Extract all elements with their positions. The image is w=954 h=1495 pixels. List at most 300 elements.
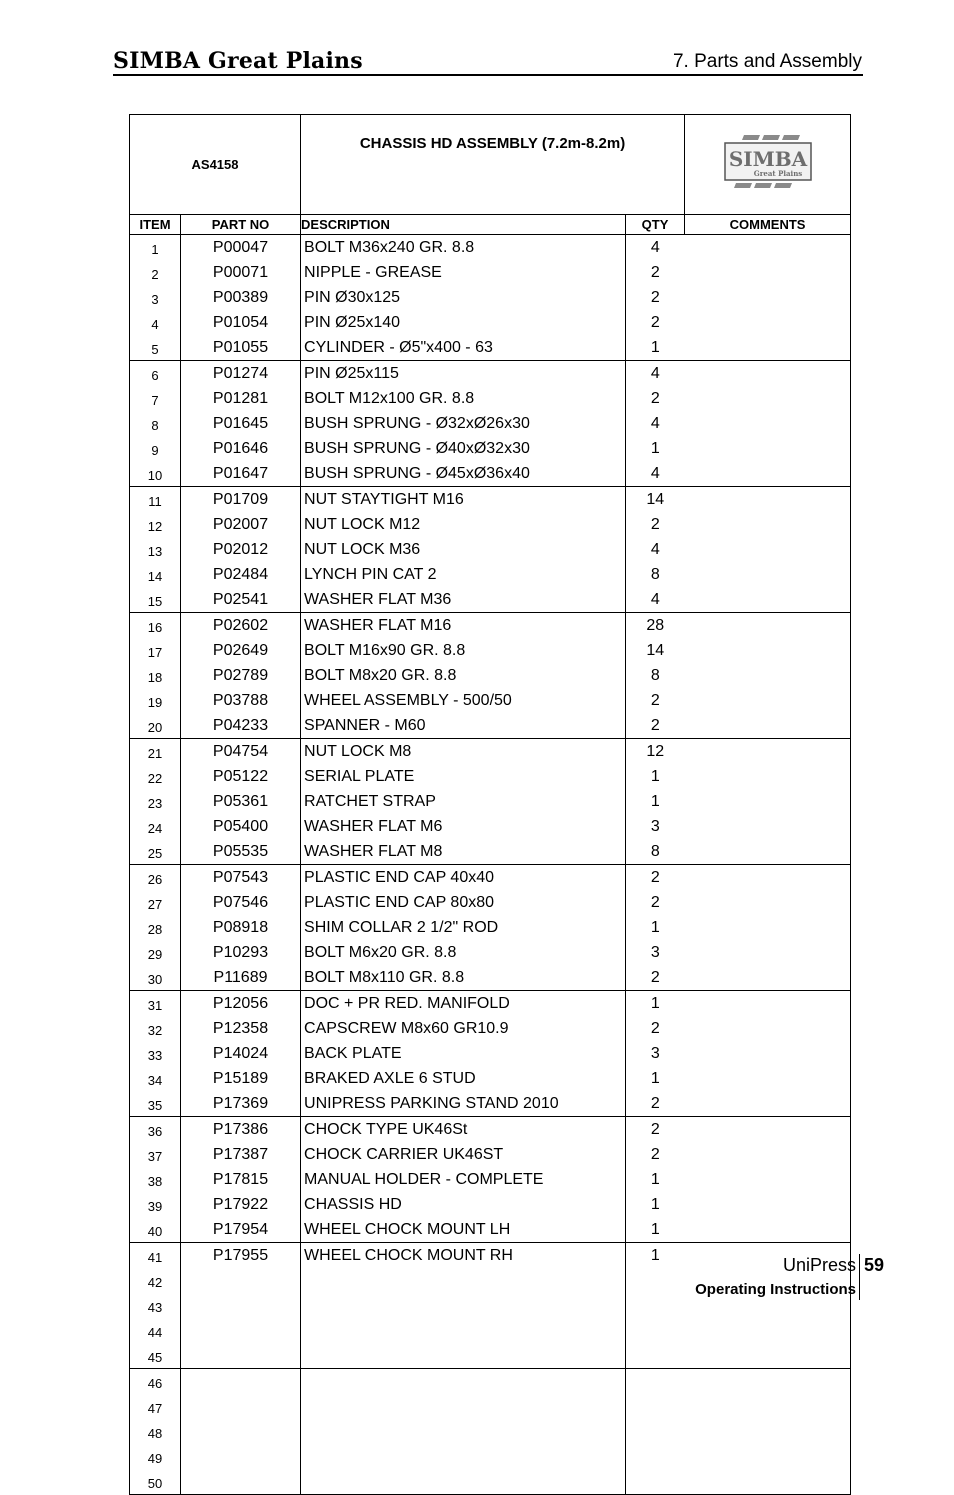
part-quantity: 2 — [626, 512, 685, 537]
item-number: 38 — [130, 1167, 181, 1192]
part-quantity — [626, 1444, 685, 1469]
part-number: P12056 — [181, 991, 301, 1017]
part-number: P05361 — [181, 789, 301, 814]
part-comments — [685, 638, 851, 663]
part-number: P02649 — [181, 638, 301, 663]
table-row — [130, 386, 851, 411]
part-comments — [685, 1041, 851, 1066]
part-description: BUSH SPRUNG - Ø40xØ32x30 — [301, 436, 626, 461]
part-number: P03788 — [181, 688, 301, 713]
part-quantity: 2 — [626, 260, 685, 285]
part-description — [301, 1369, 626, 1395]
item-number: 45 — [130, 1343, 181, 1369]
part-quantity: 2 — [626, 890, 685, 915]
part-description: LYNCH PIN CAT 2 — [301, 562, 626, 587]
part-comments — [685, 235, 851, 261]
part-number: P00389 — [181, 285, 301, 310]
part-description: PLASTIC END CAP 80x80 — [301, 890, 626, 915]
item-number: 24 — [130, 814, 181, 839]
part-description: CHOCK CARRIER UK46ST — [301, 1142, 626, 1167]
table-row — [130, 1318, 851, 1343]
part-quantity: 1 — [626, 1167, 685, 1192]
part-number: P05535 — [181, 839, 301, 865]
part-description: PLASTIC END CAP 40x40 — [301, 865, 626, 891]
part-number — [181, 1318, 301, 1343]
part-comments — [685, 890, 851, 915]
part-number: P02541 — [181, 587, 301, 613]
table-row — [130, 688, 851, 713]
table-row — [130, 1016, 851, 1041]
table-row — [130, 1041, 851, 1066]
part-comments — [685, 839, 851, 865]
item-number: 19 — [130, 688, 181, 713]
item-number: 49 — [130, 1444, 181, 1469]
part-number: P02007 — [181, 512, 301, 537]
part-description: SPANNER - M60 — [301, 713, 626, 739]
table-row — [130, 1192, 851, 1217]
table-row — [130, 663, 851, 688]
part-quantity: 4 — [626, 537, 685, 562]
part-quantity: 1 — [626, 335, 685, 361]
item-number: 8 — [130, 411, 181, 436]
assembly-header-row — [130, 115, 851, 215]
table-row — [130, 789, 851, 814]
part-quantity: 14 — [626, 487, 685, 513]
table-row — [130, 361, 851, 387]
part-quantity: 2 — [626, 713, 685, 739]
part-number: P02484 — [181, 562, 301, 587]
table-row — [130, 310, 851, 335]
part-comments — [685, 1369, 851, 1395]
part-number: P02602 — [181, 613, 301, 639]
parts-table-body — [130, 235, 851, 1495]
item-number: 48 — [130, 1419, 181, 1444]
item-number: 36 — [130, 1117, 181, 1143]
part-comments — [685, 512, 851, 537]
simba-logo-icon — [722, 134, 814, 190]
part-comments — [685, 789, 851, 814]
col-header-qty: QTY — [626, 215, 685, 235]
part-comments — [685, 562, 851, 587]
item-number: 17 — [130, 638, 181, 663]
part-quantity: 1 — [626, 991, 685, 1017]
part-comments — [685, 1394, 851, 1419]
part-quantity: 1 — [626, 764, 685, 789]
item-number: 7 — [130, 386, 181, 411]
part-comments — [685, 1066, 851, 1091]
part-quantity: 1 — [626, 1217, 685, 1243]
part-quantity: 8 — [626, 839, 685, 865]
item-number: 47 — [130, 1394, 181, 1419]
item-number: 12 — [130, 512, 181, 537]
part-number: P11689 — [181, 965, 301, 991]
part-comments — [685, 386, 851, 411]
table-row — [130, 814, 851, 839]
part-description: NUT LOCK M12 — [301, 512, 626, 537]
part-number: P01281 — [181, 386, 301, 411]
part-number: P02012 — [181, 537, 301, 562]
part-comments — [685, 713, 851, 739]
part-number: P17369 — [181, 1091, 301, 1117]
part-quantity: 1 — [626, 1243, 685, 1269]
part-number: P07546 — [181, 890, 301, 915]
part-description — [301, 1293, 626, 1318]
table-row — [130, 1066, 851, 1091]
part-description — [301, 1444, 626, 1469]
part-quantity: 1 — [626, 915, 685, 940]
part-description — [301, 1318, 626, 1343]
part-description: UNIPRESS PARKING STAND 2010 — [301, 1091, 626, 1117]
table-row — [130, 638, 851, 663]
item-number: 11 — [130, 487, 181, 513]
item-number: 20 — [130, 713, 181, 739]
part-quantity: 2 — [626, 965, 685, 991]
part-description: NUT LOCK M36 — [301, 537, 626, 562]
table-row — [130, 1394, 851, 1419]
part-comments — [685, 613, 851, 639]
part-quantity — [626, 1268, 685, 1293]
part-number: P08918 — [181, 915, 301, 940]
item-number: 10 — [130, 461, 181, 487]
part-description: WASHER FLAT M6 — [301, 814, 626, 839]
brand-logo-text: SIMBA Great Plains — [113, 48, 363, 74]
item-number: 43 — [130, 1293, 181, 1318]
item-number: 39 — [130, 1192, 181, 1217]
table-row — [130, 562, 851, 587]
part-comments — [685, 865, 851, 891]
part-description: SERIAL PLATE — [301, 764, 626, 789]
part-number — [181, 1419, 301, 1444]
item-number: 50 — [130, 1469, 181, 1495]
part-number — [181, 1293, 301, 1318]
part-comments — [685, 436, 851, 461]
part-comments — [685, 461, 851, 487]
item-number: 5 — [130, 335, 181, 361]
part-quantity: 3 — [626, 1041, 685, 1066]
part-number: P01646 — [181, 436, 301, 461]
part-comments — [685, 537, 851, 562]
part-quantity: 8 — [626, 663, 685, 688]
item-number: 26 — [130, 865, 181, 891]
part-number: P17815 — [181, 1167, 301, 1192]
part-comments — [685, 688, 851, 713]
part-comments — [685, 965, 851, 991]
part-quantity — [626, 1343, 685, 1369]
table-row — [130, 1343, 851, 1369]
part-quantity: 4 — [626, 235, 685, 261]
table-row — [130, 890, 851, 915]
col-header-item: ITEM — [130, 215, 181, 235]
table-row — [130, 1117, 851, 1143]
table-row — [130, 1243, 851, 1269]
part-quantity — [626, 1293, 685, 1318]
part-comments — [685, 1343, 851, 1369]
part-comments — [685, 814, 851, 839]
logo-word: SIMBA — [728, 147, 807, 171]
part-number — [181, 1469, 301, 1495]
table-row — [130, 235, 851, 261]
part-quantity: 2 — [626, 386, 685, 411]
part-number: P17387 — [181, 1142, 301, 1167]
part-description: PIN Ø30x125 — [301, 285, 626, 310]
table-row — [130, 764, 851, 789]
part-number: P04233 — [181, 713, 301, 739]
item-number: 37 — [130, 1142, 181, 1167]
part-description: BUSH SPRUNG - Ø45xØ36x40 — [301, 461, 626, 487]
part-description — [301, 1268, 626, 1293]
part-description: MANUAL HOLDER - COMPLETE — [301, 1167, 626, 1192]
item-number: 14 — [130, 562, 181, 587]
part-description: PIN Ø25x115 — [301, 361, 626, 387]
item-number: 27 — [130, 890, 181, 915]
part-quantity: 4 — [626, 411, 685, 436]
item-number: 15 — [130, 587, 181, 613]
part-comments — [685, 1192, 851, 1217]
part-comments — [685, 487, 851, 513]
part-number — [181, 1343, 301, 1369]
table-row — [130, 512, 851, 537]
part-comments — [685, 361, 851, 387]
part-number: P01055 — [181, 335, 301, 361]
part-comments — [685, 739, 851, 765]
part-quantity: 3 — [626, 814, 685, 839]
part-quantity: 1 — [626, 789, 685, 814]
part-quantity: 2 — [626, 285, 685, 310]
table-row — [130, 461, 851, 487]
part-number — [181, 1369, 301, 1395]
part-number: P07543 — [181, 865, 301, 891]
footer-subtitle: Operating Instructions — [695, 1281, 856, 1298]
part-comments — [685, 991, 851, 1017]
table-row — [130, 991, 851, 1017]
part-comments — [685, 915, 851, 940]
item-number: 29 — [130, 940, 181, 965]
part-quantity: 1 — [626, 1066, 685, 1091]
table-row — [130, 940, 851, 965]
part-quantity — [626, 1394, 685, 1419]
table-row — [130, 260, 851, 285]
part-quantity: 3 — [626, 940, 685, 965]
part-quantity — [626, 1318, 685, 1343]
item-number: 40 — [130, 1217, 181, 1243]
item-number: 41 — [130, 1243, 181, 1269]
part-comments — [685, 1142, 851, 1167]
part-description: NIPPLE - GREASE — [301, 260, 626, 285]
part-number — [181, 1444, 301, 1469]
part-quantity: 1 — [626, 436, 685, 461]
part-number: P00071 — [181, 260, 301, 285]
part-description: BUSH SPRUNG - Ø32xØ26x30 — [301, 411, 626, 436]
header-rule — [113, 74, 863, 76]
part-number: P01274 — [181, 361, 301, 387]
part-comments — [685, 260, 851, 285]
table-row — [130, 839, 851, 865]
part-number: P01054 — [181, 310, 301, 335]
item-number: 22 — [130, 764, 181, 789]
table-row — [130, 1091, 851, 1117]
part-quantity: 1 — [626, 1192, 685, 1217]
part-number: P17922 — [181, 1192, 301, 1217]
part-quantity: 4 — [626, 361, 685, 387]
item-number: 46 — [130, 1369, 181, 1395]
part-description: CHOCK TYPE UK46St — [301, 1117, 626, 1143]
part-description: CAPSCREW M8x60 GR10.9 — [301, 1016, 626, 1041]
table-row — [130, 1444, 851, 1469]
table-row — [130, 487, 851, 513]
col-header-comments: COMMENTS — [685, 215, 851, 235]
part-quantity: 2 — [626, 310, 685, 335]
table-row — [130, 1142, 851, 1167]
part-number: P01647 — [181, 461, 301, 487]
table-row — [130, 965, 851, 991]
table-row — [130, 739, 851, 765]
table-row — [130, 436, 851, 461]
item-number: 25 — [130, 839, 181, 865]
part-description — [301, 1394, 626, 1419]
part-description: WASHER FLAT M36 — [301, 587, 626, 613]
footer-product-name: UniPress — [782, 1255, 856, 1275]
part-comments — [685, 1469, 851, 1495]
part-comments — [685, 335, 851, 361]
assembly-title: CHASSIS HD ASSEMBLY (7.2m-8.2m) — [301, 115, 685, 215]
part-description: NUT STAYTIGHT M16 — [301, 487, 626, 513]
item-number: 1 — [130, 235, 181, 261]
part-comments — [685, 1167, 851, 1192]
part-comments — [685, 1117, 851, 1143]
part-comments — [685, 1091, 851, 1117]
col-header-part-no: PART NO — [181, 215, 301, 235]
footer-divider — [859, 1254, 860, 1300]
part-number — [181, 1394, 301, 1419]
part-number: P14024 — [181, 1041, 301, 1066]
part-description: RATCHET STRAP — [301, 789, 626, 814]
part-comments — [685, 285, 851, 310]
item-number: 23 — [130, 789, 181, 814]
table-row — [130, 1217, 851, 1243]
part-comments — [685, 1217, 851, 1243]
part-comments — [685, 940, 851, 965]
part-description: WHEEL CHOCK MOUNT LH — [301, 1217, 626, 1243]
table-row — [130, 713, 851, 739]
part-comments — [685, 310, 851, 335]
part-quantity: 2 — [626, 1016, 685, 1041]
part-quantity: 28 — [626, 613, 685, 639]
part-description: WASHER FLAT M16 — [301, 613, 626, 639]
table-row — [130, 613, 851, 639]
item-number: 30 — [130, 965, 181, 991]
part-quantity — [626, 1369, 685, 1395]
part-comments — [685, 764, 851, 789]
part-comments — [685, 1419, 851, 1444]
part-description: BACK PLATE — [301, 1041, 626, 1066]
part-quantity: 14 — [626, 638, 685, 663]
table-row — [130, 285, 851, 310]
part-number: P17955 — [181, 1243, 301, 1269]
col-header-description: DESCRIPTION — [301, 215, 626, 235]
part-comments — [685, 1016, 851, 1041]
table-row — [130, 537, 851, 562]
part-description: CYLINDER - Ø5"x400 - 63 — [301, 335, 626, 361]
column-header-row — [130, 215, 851, 235]
item-number: 32 — [130, 1016, 181, 1041]
item-number: 16 — [130, 613, 181, 639]
item-number: 18 — [130, 663, 181, 688]
item-number: 13 — [130, 537, 181, 562]
part-quantity: 2 — [626, 1142, 685, 1167]
table-row — [130, 587, 851, 613]
section-title: 7. Parts and Assembly — [672, 51, 862, 72]
part-description: CHASSIS HD — [301, 1192, 626, 1217]
item-number: 21 — [130, 739, 181, 765]
part-comments — [685, 1318, 851, 1343]
part-description: NUT LOCK M8 — [301, 739, 626, 765]
part-quantity: 2 — [626, 688, 685, 713]
logo-subword: Great Plains — [753, 169, 802, 178]
part-quantity — [626, 1419, 685, 1444]
page-number: 59 — [864, 1255, 885, 1275]
item-number: 2 — [130, 260, 181, 285]
item-number: 9 — [130, 436, 181, 461]
part-number: P17954 — [181, 1217, 301, 1243]
part-description: SHIM COLLAR 2 1/2" ROD — [301, 915, 626, 940]
part-number: P00047 — [181, 235, 301, 261]
part-number: P10293 — [181, 940, 301, 965]
part-description: BRAKED AXLE 6 STUD — [301, 1066, 626, 1091]
part-description: BOLT M36x240 GR. 8.8 — [301, 235, 626, 261]
item-number: 28 — [130, 915, 181, 940]
simba-logo — [685, 115, 851, 215]
part-number: P04754 — [181, 739, 301, 765]
part-description — [301, 1343, 626, 1369]
part-number: P12358 — [181, 1016, 301, 1041]
part-description: WASHER FLAT M8 — [301, 839, 626, 865]
item-number: 44 — [130, 1318, 181, 1343]
part-description: BOLT M16x90 GR. 8.8 — [301, 638, 626, 663]
part-description: BOLT M8x20 GR. 8.8 — [301, 663, 626, 688]
part-quantity: 2 — [626, 865, 685, 891]
part-description: BOLT M6x20 GR. 8.8 — [301, 940, 626, 965]
part-number: P15189 — [181, 1066, 301, 1091]
part-description: PIN Ø25x140 — [301, 310, 626, 335]
part-comments — [685, 1444, 851, 1469]
part-number: P01709 — [181, 487, 301, 513]
part-description: WHEEL ASSEMBLY - 500/50 — [301, 688, 626, 713]
part-description: BOLT M12x100 GR. 8.8 — [301, 386, 626, 411]
item-number: 3 — [130, 285, 181, 310]
part-quantity: 4 — [626, 587, 685, 613]
part-number: P01645 — [181, 411, 301, 436]
part-description: BOLT M8x110 GR. 8.8 — [301, 965, 626, 991]
item-number: 34 — [130, 1066, 181, 1091]
item-number: 31 — [130, 991, 181, 1017]
table-row — [130, 1419, 851, 1444]
part-quantity: 12 — [626, 739, 685, 765]
part-quantity — [626, 1469, 685, 1495]
part-comments — [685, 663, 851, 688]
part-quantity: 4 — [626, 461, 685, 487]
table-row — [130, 1369, 851, 1395]
table-row — [130, 915, 851, 940]
assembly-number: AS4158 — [130, 115, 301, 215]
part-quantity: 2 — [626, 1117, 685, 1143]
part-comments — [685, 411, 851, 436]
part-number: P05400 — [181, 814, 301, 839]
part-comments — [685, 587, 851, 613]
part-quantity: 2 — [626, 1091, 685, 1117]
part-number: P02789 — [181, 663, 301, 688]
item-number: 6 — [130, 361, 181, 387]
table-row — [130, 335, 851, 361]
